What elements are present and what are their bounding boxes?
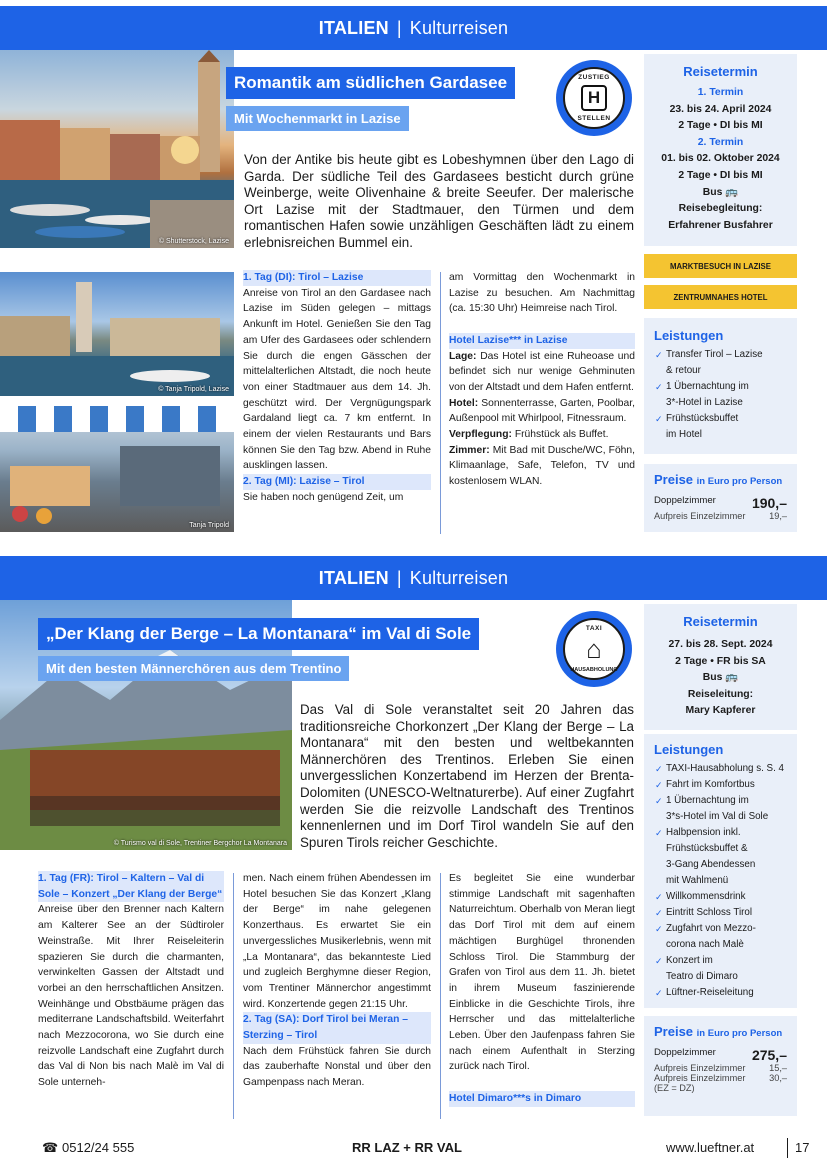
leistung-text: ✓ Halbpension inkl. bbox=[666, 827, 741, 838]
leistung-text: 3*s-Hotel im Val di Sole bbox=[666, 811, 769, 822]
phone-icon: ☎ bbox=[42, 1140, 59, 1155]
day2-heading: 2. Tag (MI): Lazise – Tirol bbox=[243, 474, 431, 490]
trip-subtitle: Mit Wochenmarkt in Lazise bbox=[226, 106, 409, 131]
leistung-text: & retour bbox=[666, 365, 701, 376]
lazise-harbour-photo bbox=[0, 50, 234, 248]
leistung-item bbox=[654, 825, 787, 889]
lage-label: Lage: bbox=[449, 350, 477, 362]
hotel-heading: Hotel Lazise*** in Lazise bbox=[449, 333, 635, 349]
leistung-item bbox=[654, 921, 787, 953]
preise-table bbox=[654, 495, 787, 521]
zustieg-badge bbox=[556, 60, 632, 136]
price-row bbox=[654, 511, 787, 521]
photo-credit: © Turismo val di Sole, Trentiner Bergchor La Montanara bbox=[113, 840, 287, 847]
day1-text: Anreise von Tirol an den Gardasee nach Lazise im Süden gelegen – mittags Ankunft im Hotel. Genießen Sie den Tag am Ufer des Gardasees oder schlendern Sie durch die engen Gässchen der mittelalterlichen Altstadt, die noch heute von einer Stadtmauer aus dem 14. Jh. geschützt wird. Der Vergnügungspark Gardaland liegt ca. 7 km entfernt. In einem der vielen Restaurants und Bars können Sie den Tag bzw. Abend in Ruhe ausklingen lassen. bbox=[243, 287, 431, 472]
column-divider bbox=[440, 873, 441, 1119]
price-value: 190,– bbox=[751, 495, 787, 511]
intro-text: Das Val di Sole veranstaltet seit 20 Jahren das traditionsreiche Chorkonzert „Der Klang der Berge – La Montanara“ mit den besten und weltbekannten Männerchören des Trentinos. Erleben Sie einen unvergesslichen Konzertabend im Herzen der Brenta-Dolomiten (UNESCO-Weltnaturerbe). Auf einer Zugfahrt werden Sie die reizvolle Landschaft des Trentinos kennenlernen und im Dorf Tirol wandeln Sie auf den Spuren Tirols reicher Geschichte. bbox=[300, 702, 634, 850]
spacer bbox=[449, 1075, 635, 1091]
section-band-top bbox=[0, 6, 827, 50]
leistung-text: ✓ Fahrt im Komfortbus bbox=[666, 779, 755, 790]
leistung-text: corona nach Malè bbox=[666, 939, 744, 950]
page-footer bbox=[0, 1136, 827, 1162]
reisetermin-line: 2 Tage • DI bis MI bbox=[678, 169, 763, 181]
day2-text: Nach dem Frühstück fahren Sie durch das zauberhafte Nonstal und über den Gampenpass nach Meran. bbox=[243, 1045, 431, 1089]
preise-heading: Preise bbox=[654, 1024, 694, 1039]
leistung-item bbox=[654, 379, 787, 411]
reisetermin-line: 1. Termin bbox=[697, 87, 744, 98]
reisetermin-line: Mary Kapferer bbox=[685, 705, 756, 717]
photo-credit: Tanja Tripold bbox=[189, 522, 229, 529]
reise-codes: RR LAZ + RR VAL bbox=[352, 1140, 462, 1155]
section-band-bottom bbox=[0, 556, 827, 600]
price-label: Aufpreis Einzelzimmer bbox=[654, 1073, 746, 1083]
leistung-item bbox=[654, 793, 787, 825]
market-illustration bbox=[0, 406, 234, 532]
reisetermin-line: 2 Tage • FR bis SA bbox=[675, 655, 766, 667]
reisetermin-line: 27. bis 28. Sept. 2024 bbox=[668, 639, 773, 650]
leistungen-panel bbox=[644, 734, 797, 1008]
leistung-text: 3-Gang Abendessen bbox=[666, 859, 756, 870]
reisetermin-panel bbox=[644, 604, 797, 730]
price-label: (EZ = DZ) bbox=[654, 1083, 695, 1093]
price-label: Aufpreis Einzelzimmer bbox=[654, 1063, 746, 1073]
column-divider bbox=[233, 873, 234, 1119]
price-value: 15,– bbox=[769, 1063, 787, 1073]
reisetermin-line: Reiseleitung: bbox=[687, 688, 754, 700]
bus-stop-icon: H bbox=[581, 85, 607, 111]
reisetermin-line: Reisebegleitung: bbox=[678, 203, 763, 215]
badge-top-text: ZUSTIEG bbox=[578, 74, 610, 81]
badge-bottom-text: HAUSABHOLUNG bbox=[570, 667, 618, 673]
hotel-text: Sonnenterrasse, Garten, Poolbar, Außenpool mit Whirlpool, Fitnessraum. bbox=[449, 397, 635, 425]
reisetermin-panel bbox=[644, 54, 797, 246]
reisetermin-line: 23. bis 24. April 2024 bbox=[669, 103, 772, 115]
hotel-heading: Hotel Dimaro***s in Dimaro bbox=[449, 1091, 635, 1107]
footer-divider bbox=[787, 1138, 788, 1158]
trip-title: „Der Klang der Berge – La Montanara“ im Val di Sole bbox=[38, 618, 479, 650]
leistung-item bbox=[654, 411, 787, 443]
castle-illustration bbox=[0, 272, 234, 396]
leistung-text: ✓ 1 Übernachtung im bbox=[666, 381, 749, 392]
leistung-item bbox=[654, 953, 787, 985]
verpflegung-label: Verpflegung: bbox=[449, 429, 512, 441]
price-row bbox=[654, 495, 787, 511]
leistungen-list bbox=[654, 761, 787, 1001]
price-label: Doppelzimmer bbox=[654, 1047, 716, 1058]
day1-heading: 1. Tag (DI): Tirol – Lazise bbox=[243, 270, 431, 286]
leistung-text: ✓ TAXI-Hausabholung s. S. 4 bbox=[666, 763, 784, 774]
band-category: Kulturreisen bbox=[409, 567, 509, 588]
price-row bbox=[654, 1063, 787, 1073]
reisetermin-line: Bus 🚌 bbox=[702, 672, 739, 684]
day2-text: Sie haben noch genügend Zeit, um bbox=[243, 491, 404, 503]
band-separator: | bbox=[396, 17, 402, 38]
reisetermin-heading: Reisetermin bbox=[683, 614, 758, 629]
price-row bbox=[654, 1073, 787, 1083]
leistung-text: 3*-Hotel in Lazise bbox=[666, 397, 743, 408]
reisetermin-line: 01. bis 02. Oktober 2024 bbox=[661, 153, 780, 165]
badge-bottom-text: STELLEN bbox=[577, 115, 611, 122]
zimmer-text: Mit Bad mit Dusche/WC, Föhn, Klimaanlage, Safe, Telefon, TV und kostenlosem WLAN. bbox=[449, 444, 635, 488]
zimmer-label: Zimmer: bbox=[449, 444, 490, 456]
itinerary-column-2 bbox=[243, 871, 431, 1091]
trip-title: Romantik am südlichen Gardasee bbox=[226, 67, 515, 99]
band-separator: | bbox=[396, 567, 402, 588]
photo-credit: © Shutterstock, Lazise bbox=[158, 238, 229, 245]
leistung-item bbox=[654, 761, 787, 777]
leistung-text: mit Wahlmenü bbox=[666, 875, 729, 886]
leistungen-list bbox=[654, 347, 787, 443]
day1-text: Anreise über den Brenner nach Kaltern am Kalterer See an der Südtiroler Weinstraße. Mit Ihrer Reiseleiterin spazieren Sie durch die charmanten, verwinkelten Gassen der Altstadt und vorbei an den herrschaftlichen Ansitzen. Weinhänge und Obstbäume prägen das mediterrane Landschaftsbild. Weiterfahrt nach Mezzocorona, wo Sie durch eine reizvolle Landschaft eine Zugfahrt durch das Val di Non bis nach Malè im Val di Sole unterneh- bbox=[38, 904, 224, 1089]
leistung-text: ✓ Lüftner-Reiseleitung bbox=[666, 987, 754, 998]
price-row bbox=[654, 1083, 787, 1093]
leistung-text: Frühstücksbuffet & bbox=[666, 843, 748, 854]
day2-continued: am Vormittag den Wochenmarkt in Lazise zu besuchen. Am Nachmittag (ca. 15:30 Uhr) Heimreise nach Tirol. bbox=[449, 272, 635, 315]
day1-heading: 1. Tag (FR): Tirol – Kaltern – Val di Sole – Konzert „Der Klang der Berge“ bbox=[38, 871, 224, 902]
reisetermin-line: 2 Tage • DI bis MI bbox=[678, 120, 763, 132]
price-row bbox=[654, 1047, 787, 1063]
reisetermin-line: Bus 🚌 bbox=[702, 186, 739, 198]
reisetermin-line: 2. Termin bbox=[697, 136, 744, 148]
leistung-text: ✓ Konzert im bbox=[666, 955, 713, 966]
page-number: 17 bbox=[795, 1140, 810, 1155]
badge-top-text: TAXI bbox=[585, 625, 603, 632]
leistung-text: ✓ Transfer Tirol – Lazise bbox=[666, 349, 763, 360]
leistung-text: ✓ Zugfahrt von Mezzo- bbox=[666, 923, 756, 934]
reisetermin-heading: Reisetermin bbox=[683, 64, 758, 79]
leistung-item bbox=[654, 889, 787, 905]
highlight-badge: ZENTRUMNAHES HOTEL bbox=[644, 285, 797, 309]
price-value: 19,– bbox=[769, 511, 787, 521]
lazise-castle-photo bbox=[0, 272, 234, 396]
trip-subtitle: Mit den besten Männerchören aus dem Trentino bbox=[38, 656, 349, 681]
itinerary-column-1 bbox=[243, 270, 431, 506]
band-country: ITALIEN bbox=[318, 567, 389, 588]
itinerary-column-3 bbox=[449, 871, 635, 1107]
lage-text: Das Hotel ist eine Ruheoase und befindet sich nur wenige Gehminuten von der Altstadt und dem Hafen entfernt. bbox=[449, 350, 635, 393]
leistungen-heading: Leistungen bbox=[654, 328, 724, 343]
phone-number[interactable]: 0512/24 555 bbox=[62, 1140, 135, 1155]
itinerary-column-2 bbox=[449, 270, 635, 490]
leistung-text: Teatro di Dimaro bbox=[666, 971, 738, 982]
harbour-illustration bbox=[0, 50, 234, 248]
leistung-item bbox=[654, 777, 787, 793]
price-label: Aufpreis Einzelzimmer bbox=[654, 511, 746, 521]
leistung-item bbox=[654, 347, 787, 379]
leistungen-heading: Leistungen bbox=[654, 742, 724, 757]
hotel-label: Hotel: bbox=[449, 397, 479, 409]
band-category: Kulturreisen bbox=[409, 17, 509, 38]
intro-text: Von der Antike bis heute gibt es Lobeshymnen über den Lago di Garda. Der südliche Teil des Gardasees besticht durch grüne Weinberge, weite Olivenhaine & breite Seeufer. Der malerische Ort Lazise mit der Stadtmauer, den Türmen und dem romantischen Hafen sowie unzähligen Geschäften lädt zu einem erlebnisreichen Bummel ein. bbox=[244, 152, 634, 250]
leistung-text: im Hotel bbox=[666, 429, 702, 440]
leistung-text: ✓ Eintritt Schloss Tirol bbox=[666, 907, 753, 918]
preise-unit: in Euro pro Person bbox=[696, 1028, 783, 1039]
preise-heading: Preise bbox=[654, 472, 694, 487]
reisetermin-line: Erfahrener Busfahrer bbox=[668, 219, 773, 231]
reisetermin-lines bbox=[644, 85, 797, 234]
price-value: 275,– bbox=[751, 1047, 787, 1063]
leistung-item bbox=[654, 985, 787, 1001]
schloss-tirol-text: Es begleitet Sie eine wunderbar stimmige Landschaft mit sagenhaften Naturreichtum. Oberhalb von Meran liegt das Dorf Tirol mit dem auf einem mächtigen Burghügel thronenden Schloss Tirol. Die Stammburg der Grafen von Tirol aus dem 11. Jh. bietet in ihrem Museum faszinierende Einblicke in die Geschichte Tirols, ihre Herrscher und das mittelalterliche Leben. Über den Jaufenpass fahren Sie nach einem Aufenthalt in Sterzing zurück nach Tirol. bbox=[449, 873, 636, 1073]
market-photo bbox=[0, 406, 234, 532]
price-value: 30,– bbox=[769, 1073, 787, 1083]
website-link[interactable]: www.lueftner.at bbox=[666, 1140, 755, 1155]
photo-credit: © Tanja Tripold, Lazise bbox=[158, 386, 229, 393]
preise-unit: in Euro pro Person bbox=[696, 476, 783, 487]
price-label: Doppelzimmer bbox=[654, 495, 716, 506]
leistung-text: ✓ 1 Übernachtung im bbox=[666, 795, 749, 806]
spacer bbox=[449, 317, 635, 333]
taxi-badge bbox=[556, 611, 632, 687]
verpflegung-text: Frühstück als Buffet. bbox=[514, 429, 609, 441]
column-divider bbox=[440, 272, 441, 534]
itinerary-column-1 bbox=[38, 871, 224, 1091]
band-country: ITALIEN bbox=[318, 17, 389, 38]
preise-panel bbox=[644, 1016, 797, 1116]
house-icon: ⌂ bbox=[586, 634, 602, 664]
leistungen-panel bbox=[644, 318, 797, 454]
reisetermin-lines bbox=[644, 637, 797, 720]
leistung-item bbox=[654, 905, 787, 921]
preise-panel bbox=[644, 464, 797, 532]
preise-table bbox=[654, 1047, 787, 1093]
day2-heading: 2. Tag (SA): Dorf Tirol bei Meran – Sterzing – Tirol bbox=[243, 1012, 431, 1043]
highlight-badge: MARKTBESUCH IN LAZISE bbox=[644, 254, 797, 278]
concert-text: men. Nach einem frühen Abendessen im Hotel besuchen Sie das Konzert „Klang der Berge“ im nahe gelegenen Konzerthaus. Es erwartet Sie ein unvergessliches Musikerlebnis, wenn mit „La Montanara“, das bekannteste Lied und zugleich Berghymne dieser Region, vom Trentiner Männerchor angestimmt wird. Konzertende gegen 21:15 Uhr. bbox=[243, 873, 431, 1010]
leistung-text: ✓ Willkommensdrink bbox=[666, 891, 746, 902]
leistung-text: ✓ Frühstücksbuffet bbox=[666, 413, 739, 424]
